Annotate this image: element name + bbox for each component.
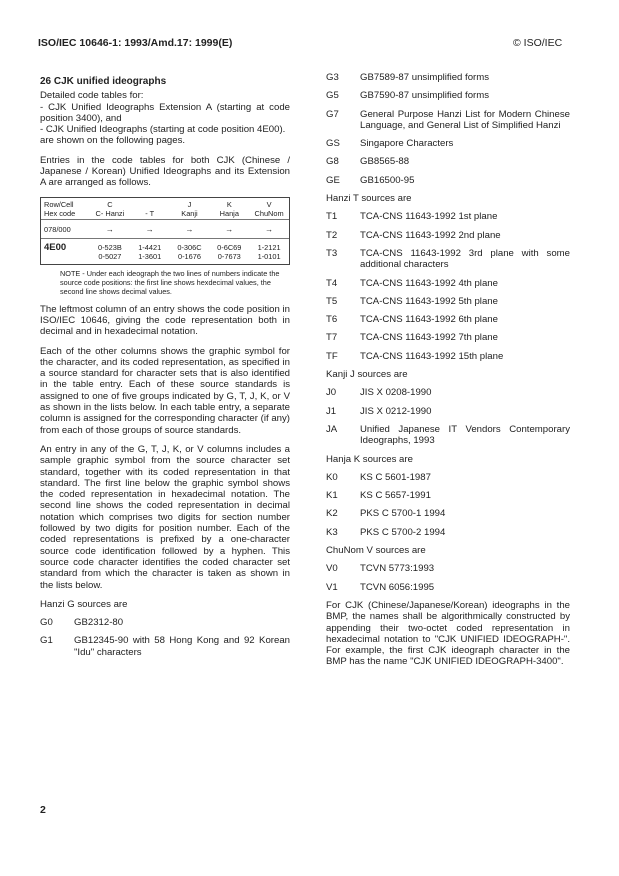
arrow-icon: →	[185, 224, 194, 234]
source-entry	[326, 351, 570, 362]
source-standard: KS C 5657-1991	[360, 490, 431, 502]
source-code: T2	[326, 229, 338, 241]
source-standard: TCA-CNS 11643-1992 15th plane	[360, 350, 504, 362]
source-standard: GB7589-87 unsimplified forms	[360, 72, 490, 83]
table-header-cell: - T	[145, 208, 155, 218]
arrow-icon: →	[105, 224, 114, 234]
source-entry	[326, 527, 570, 538]
paragraph-5: An entry in any of the G, T, J, K, or V columns includes a sample graphic symbol from the source character set standard, together with its coded representation in that standard. The first line below the graphic symbol shows the coded representation in hexadecimal notation. The second line shows the coded representation in decimal notation which comprises two digits for section number followed by two digits for position number. Each of the coded representations is prefixed by a one-character source code identification followed by a hyphen. This source code character identifies the coded character set standard from which the character is taken as shown in the lists below.	[40, 443, 290, 591]
naming-paragraph: For CJK (Chinese/Japanese/Korean) ideographs in the BMP, the names shall be algorithmically constructed by appending their two-octet coded representation in hexadecimal notation to "CJK UNIFIED IDEOGRAPH-". For example, the first CJK ideograph character in the BMP has the name "CJK UNIFIED IDEOGRAPH-3400".	[326, 599, 570, 668]
j-sources-heading: Kanji J sources are	[326, 369, 408, 381]
source-standard: GB7590-87 unsimplified forms	[360, 90, 490, 102]
source-entry	[40, 635, 290, 658]
source-dec-value: 1-0101	[257, 251, 281, 261]
intro-bullet-1: - CJK Unified Ideographs Extension A (starting at code position 3400), and	[40, 101, 290, 124]
source-entry	[40, 617, 290, 628]
intro-end: are shown on the following pages.	[40, 135, 186, 147]
source-entry	[326, 332, 570, 343]
source-standard: TCA-CNS 11643-1992 6th plane	[360, 314, 498, 326]
source-standard: TCA-CNS 11643-1992 5th plane	[360, 295, 498, 307]
source-code: T5	[326, 295, 338, 307]
arrow-icon: →	[145, 224, 154, 234]
source-code: T3	[326, 247, 338, 259]
source-hex-value: 0-6C69	[217, 242, 242, 252]
table-header-cell	[130, 200, 170, 209]
source-standard: TCA-CNS 11643-1992 1st plane	[360, 211, 498, 223]
source-dec-value: 0-1676	[177, 251, 201, 261]
section-title: 26 CJK unified ideographs	[40, 76, 167, 87]
arrow-icon: →	[225, 224, 234, 234]
source-hex-value: 1-2121	[257, 242, 281, 252]
source-code: V0	[326, 563, 338, 575]
source-entry	[326, 278, 570, 289]
source-code: G1	[40, 635, 53, 647]
table-header-cell: Kanji	[181, 208, 198, 218]
source-entry	[326, 211, 570, 222]
source-standard: TCA-CNS 11643-1992 4th plane	[360, 277, 498, 289]
source-entry	[326, 387, 570, 398]
k-sources-heading: Hanja K sources are	[326, 453, 413, 465]
intro-bullet-2: - CJK Unified Ideographs (starting at code position 4E00).	[40, 124, 286, 136]
arrow-icon: →	[265, 224, 274, 234]
source-code: J0	[326, 387, 337, 399]
table-row-label	[41, 220, 289, 238]
source-dec-value: 0-7673	[217, 251, 241, 261]
source-standard: GB8565-88	[360, 156, 410, 168]
source-code: T6	[326, 314, 338, 326]
source-code: JA	[326, 423, 338, 435]
table-note: NOTE - Under each ideograph the two lines of numbers indicate the source code positions: the first line shows hexdecimal values, the second line shows decimal values.	[60, 268, 280, 296]
source-code: T1	[326, 211, 338, 223]
source-code: GE	[326, 174, 340, 186]
table-header-cell: C	[107, 199, 113, 209]
source-standard: General Purpose Hanzi List for Modern Chinese Language, and General List of Simplified Hanzi	[360, 108, 570, 131]
source-standard: Unified Japanese IT Vendors Contemporary Ideographs, 1993	[360, 423, 570, 447]
table-header-cell: Hanja	[219, 208, 239, 218]
running-header-title: ISO/IEC 10646-1: 1993/Amd.17: 1999(E)	[38, 37, 233, 49]
source-code: TF	[326, 350, 338, 362]
source-standard: GB12345-90 with 58 Hong Kong and 92 Korean "Idu" characters	[74, 635, 290, 658]
table-header-cell: C- Hanzi	[95, 208, 125, 218]
table-header-cell: Row/Cell	[44, 199, 74, 209]
t-sources-heading: Hanzi T sources are	[326, 193, 412, 205]
intro-line: Detailed code tables for:	[40, 90, 144, 102]
source-code: V1	[326, 581, 338, 593]
source-entry	[326, 314, 570, 325]
source-entry	[326, 406, 570, 417]
table-header-cell: Hex code	[44, 208, 76, 218]
source-entry	[326, 109, 570, 132]
source-code: G0	[40, 617, 53, 629]
table-header-cell: K	[226, 199, 232, 209]
intro-paragraph-2: Entries in the code tables for both CJK (Chinese / Japanese / Korean) Unified Ideographs and its Extension A are arranged as follows.	[40, 154, 290, 189]
source-standard: GB2312-80	[74, 617, 124, 629]
source-entry	[326, 424, 570, 447]
source-hex-value: 0-306C	[177, 242, 202, 252]
table-header-cell: J	[187, 199, 192, 209]
source-hex-value: 0-523B	[97, 242, 122, 252]
source-standard: PKS C 5700-2 1994	[360, 526, 446, 538]
source-code: K1	[326, 490, 338, 502]
source-entry	[326, 72, 570, 83]
source-code: G3	[326, 72, 339, 83]
source-entry	[326, 296, 570, 307]
paragraph-4: Each of the other columns shows the graphic symbol for the character, and its coded representation, as specified in a source standard for character sets that is also identified in the table entry. Each of these source standards is assigned to one of five groups indicated by G, T, J, K, or V as shown in the lists below. In each table entry, a separate column is assigned for the corresponding character (if any) from each of those groups of source standards.	[40, 345, 290, 436]
source-standard: TCA-CNS 11643-1992 7th plane	[360, 332, 498, 344]
source-entry	[326, 90, 570, 101]
source-entry	[326, 472, 570, 483]
source-standard: TCA-CNS 11643-1992 3rd plane with some additional characters	[360, 247, 570, 271]
example-code-table	[40, 197, 290, 265]
source-standard: GB16500-95	[360, 174, 415, 186]
table-header-cell: ChuNom	[254, 208, 284, 218]
source-standard: TCA-CNS 11643-1992 2nd plane	[360, 229, 501, 241]
source-standard: TCVN 6056:1995	[360, 581, 435, 593]
source-code: K0	[326, 471, 338, 483]
source-entry	[326, 582, 570, 593]
page-number: 2	[40, 804, 46, 816]
source-code: K2	[326, 508, 338, 520]
source-hex-value: 1-4421	[138, 242, 162, 252]
running-header-copyright: © ISO/IEC	[513, 37, 563, 49]
g-sources-heading: Hanzi G sources are	[40, 598, 128, 610]
source-code: K3	[326, 526, 338, 538]
source-entry	[326, 490, 570, 501]
source-standard: PKS C 5700-1 1994	[360, 508, 446, 520]
source-entry	[326, 508, 570, 519]
v-sources-heading: ChuNom V sources are	[326, 545, 426, 557]
code-position: 4E00	[44, 241, 67, 253]
source-entry	[326, 156, 570, 167]
source-entry	[326, 230, 570, 241]
source-standard: Singapore Characters	[360, 138, 454, 150]
source-entry	[326, 563, 570, 574]
table-header	[41, 198, 289, 220]
source-code: G5	[326, 90, 339, 102]
right-column	[326, 72, 570, 676]
source-standard: KS C 5601-1987	[360, 471, 431, 483]
source-standard: TCVN 5773:1993	[360, 563, 435, 575]
source-code: GS	[326, 138, 340, 150]
source-code: J1	[326, 405, 337, 417]
left-column	[40, 76, 290, 665]
paragraph-3: The leftmost column of an entry shows the code position in ISO/IEC 10646, giving the code representation both in decimal and in hexadecimal notation.	[40, 303, 290, 338]
source-dec-value: 0-5027	[98, 251, 122, 261]
source-entry	[326, 138, 570, 149]
source-code: T7	[326, 332, 338, 344]
source-dec-value: 1-3601	[138, 251, 162, 261]
source-code: G7	[326, 108, 339, 120]
table-row-entry	[41, 238, 289, 264]
source-standard: JIS X 0212-1990	[360, 405, 432, 417]
source-entry	[326, 248, 570, 271]
source-entry	[326, 175, 570, 186]
row-cell-label: 078/000	[44, 224, 71, 234]
source-standard: JIS X 0208-1990	[360, 387, 432, 399]
table-header-cell: V	[266, 199, 272, 209]
source-code: T4	[326, 277, 338, 289]
source-code: G8	[326, 156, 339, 168]
